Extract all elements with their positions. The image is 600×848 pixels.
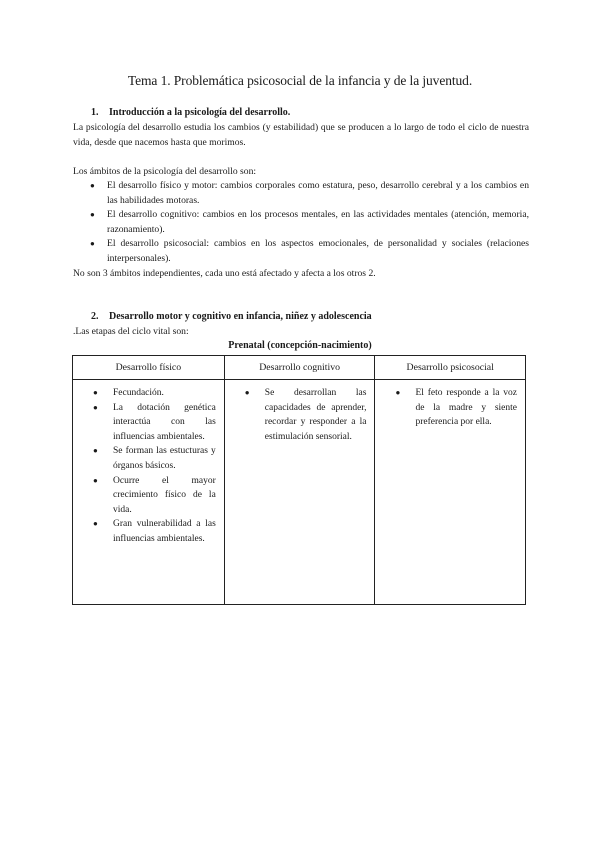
physical-list (73, 386, 216, 547)
section-1-heading-text: Introducción a la psicología del desarrollo. (109, 107, 291, 118)
column-header-psychosocial: Desarrollo psicosocial (375, 356, 526, 380)
psychosocial-cell (375, 380, 526, 605)
column-header-physical: Desarrollo físico (73, 356, 225, 380)
physical-cell (73, 380, 225, 605)
section-2-intro: .Las etapas del ciclo vital son: (73, 326, 189, 337)
list-item: ● El desarrollo psicosocial: cambios en los aspectos emocionales, de personalidad y sociales (relaciones interpersonales). (90, 238, 529, 264)
list-item: ● Gran vulnerabilidad a las influencias ambientales. (93, 519, 216, 544)
table-caption: Prenatal (concepción-nacimiento) (228, 340, 372, 351)
section-2-heading (91, 311, 372, 322)
bullet-icon: ● (244, 388, 250, 397)
section-1-heading (91, 107, 290, 118)
table-header-row (73, 356, 526, 380)
cognitive-list (225, 386, 367, 444)
section-1-intro: La psicología del desarrollo estudia los cambios (y estabilidad) que se producen a lo largo de todo el ciclo de nuestra vida, desde que nacemos hasta que morimos. (73, 122, 529, 148)
list-item: ● Ocurre el mayor crecimiento físico de la vida. (93, 475, 216, 515)
areas-list (73, 179, 529, 266)
table-row (73, 380, 526, 605)
list-item: ● El desarrollo cognitivo: cambios en los procesos mentales, en las actividades mentales (atención, memoria, razonamiento). (90, 209, 529, 235)
bullet-icon: ● (90, 210, 95, 219)
section-1-closing: No son 3 ámbitos independientes, cada uno está afectado y afecta a los otros 2. (73, 268, 376, 279)
bullet-icon: ● (93, 446, 98, 456)
list-item: ● El desarrollo físico y motor: cambios corporales como estatura, peso, desarrollo cerebral y a los cambios en las habilidades motoras. (90, 180, 529, 206)
psychosocial-list (375, 386, 517, 430)
bullet-icon: ● (93, 388, 98, 397)
list-item: ● La dotación genética interactúa con las influencias ambientales. (93, 402, 216, 442)
areas-intro: Los ámbitos de la psicología del desarrollo son: (73, 166, 257, 177)
list-item: ● Se desarrollan las capacidades de aprender, recordar y responder a la estimulación sensorial. (244, 388, 367, 442)
bullet-icon: ● (90, 239, 95, 248)
stages-table (72, 355, 526, 605)
document-title: Tema 1. Problemática psicosocial de la infancia y de la juventud. (127, 73, 473, 88)
bullet-icon: ● (93, 402, 98, 412)
list-item: ● Fecundación. (73, 386, 216, 401)
column-header-cognitive: Desarrollo cognitivo (224, 356, 375, 380)
list-item: ● Se forman las estucturas y órganos básicos. (93, 446, 216, 471)
bullet-icon: ● (395, 388, 401, 397)
bullet-icon: ● (90, 181, 95, 190)
section-2-number: 2. (91, 311, 99, 322)
bullet-icon: ● (93, 475, 98, 485)
section-1-number: 1. (91, 107, 99, 118)
section-2-heading-text: Desarrollo motor y cognitivo en infancia, niñez y adolescencia (109, 311, 372, 322)
cognitive-cell (224, 380, 375, 605)
bullet-icon: ● (93, 519, 98, 529)
list-item: ● El feto responde a la voz de la madre y siente preferencia por ella. (395, 388, 517, 428)
